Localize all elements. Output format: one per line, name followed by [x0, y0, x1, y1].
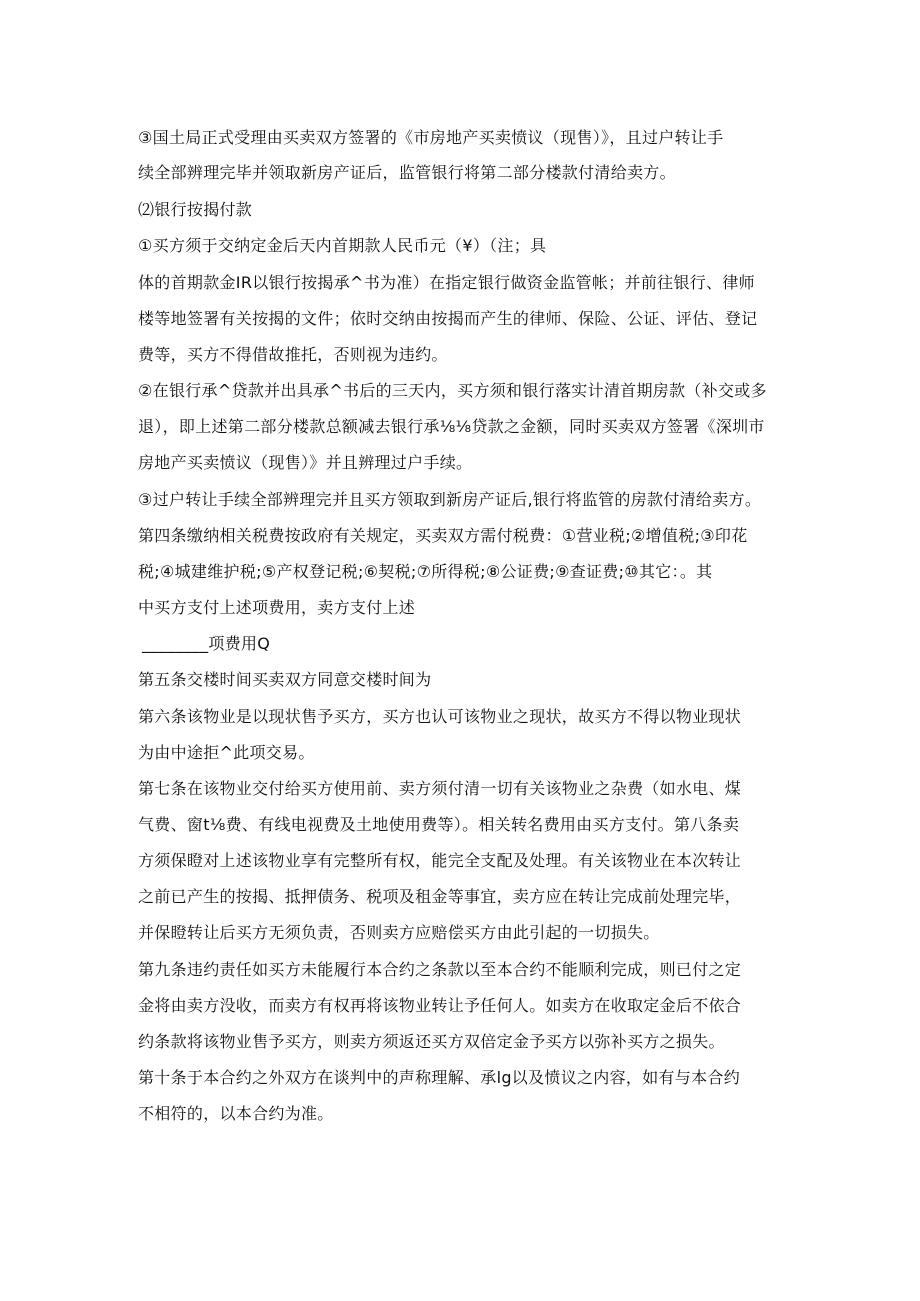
paragraph-line: 费等，买方不得借故推托，否则视为违约。	[138, 345, 448, 364]
article-9-line: 金将由卖方没收，而卖方有权再将该物业转让予任何人。如卖方在收取定金后不依合	[138, 996, 742, 1015]
paragraph-line: ③国土局正式受理由买卖双方签署的《市房地产买卖愤议（现售）》，且过户转让手	[138, 128, 724, 147]
article-4-line: 中买方支付上述项费用，卖方支付上述	[138, 598, 416, 617]
article-7-line: 气费、窗t⅛费、有线电视费及土地使用费等）。相关转名费用由买方支付。第八条卖	[138, 815, 740, 834]
article-8-line: 方须保瞪对上述该物业享有完整所有权，能完全支配及处理。有关该物业在本次转让	[138, 851, 742, 870]
article-8-line: 之前已产生的按揭、抵押债务、税项及租金等事宜，卖方应在转让完成前处理完毕，	[138, 887, 742, 906]
article-4-line: 税;④城建维护税;⑤产权登记税;⑥契税;⑦所得税;⑧公证费;⑨查证费;⑩其它：。其	[138, 562, 713, 581]
article-10-line: 第十条于本合约之外双方在谈判中的声称理解、承lg以及愤议之内容，如有与本合约	[138, 1068, 741, 1087]
article-5-line: 第五条交楼时间买卖双方同意交楼时间为	[138, 670, 432, 689]
article-10-line: 不相符的，以本合约为准。	[138, 1104, 334, 1123]
article-9-line: 约条款将该物业售予买方，则卖方须返还买方双倍定金予买方以弥补买方之损失。	[138, 1032, 725, 1051]
paragraph-line: ②在银行承^贷款并出具承^书后的三天内，买方须和银行落实计清首期房款（补交或多	[138, 381, 767, 400]
paragraph-line: ③过户转让手续全部辨理完并且买方领取到新房产证后,银行将监管的房款付清给卖方。	[138, 490, 762, 509]
article-9-line: 第九条违约责任如买方未能履行本合约之条款以至本合约不能顺利完成，则已付之定	[138, 960, 742, 979]
article-7-line: 第七条在该物业交付给买方使用前、卖方须付清一切有关该物业之杂费（如水电、煤	[138, 779, 742, 798]
paragraph-line: ①买方须于交纳定金后天内首期款人民币元（¥）（注；具	[138, 236, 547, 255]
paragraph-line: 房地产买卖愤议（现售）》并且辨理过户手续。	[138, 453, 473, 472]
article-6-line: 第六条该物业是以现状售予买方，买方也认可该物业之现状，故买方不得以物业现状	[138, 707, 742, 726]
paragraph-line: 退），即上述第二部分楼款总额减去银行承⅛⅛贷款之金额，同时买卖双方签署《深圳市	[138, 417, 765, 436]
article-4-line: 第四条缴纳相关税费按政府有关规定，买卖双方需付税费：①营业税;②增值税;③印花	[138, 526, 748, 545]
paragraph-line: 续全部辨理完毕并领取新房产证后，监管银行将第二部分楼款付清给卖方。	[138, 163, 676, 182]
section-heading: ⑵银行按揭付款	[138, 200, 253, 219]
paragraph-line: 楼等地签署有关按揭的文件；依时交纳由按揭而产生的律师、保险、公证、评估、登记	[138, 309, 758, 328]
article-4-line: ________项费用Q	[142, 634, 271, 653]
article-6-line: 为由中途拒^此项交易。	[138, 743, 315, 762]
article-8-line: 并保瞪转让后买方无须负责，否则卖方应赔偿买方由此引起的一切损失。	[138, 923, 660, 942]
paragraph-line: 体的首期款金IR以银行按揭承^书为准）在指定银行做资金监管帐；并前往银行、律师	[138, 273, 755, 292]
